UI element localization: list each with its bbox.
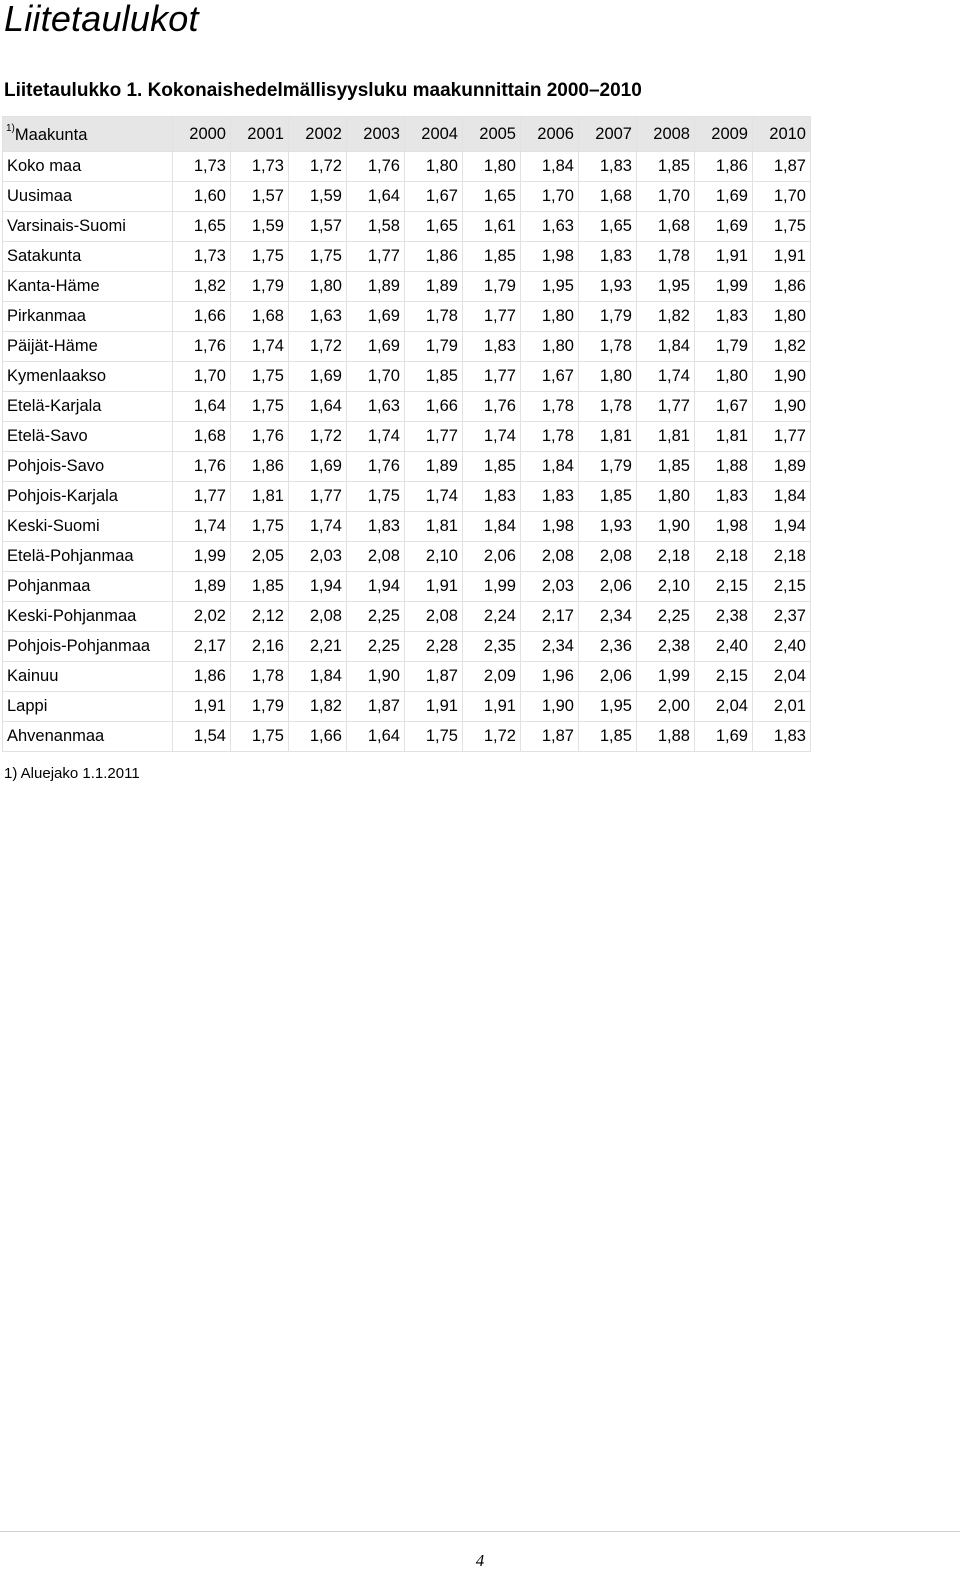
value-cell: 2,06 [463, 542, 521, 572]
value-cell: 1,76 [463, 392, 521, 422]
value-cell: 1,90 [753, 362, 811, 392]
value-cell: 1,89 [173, 572, 231, 602]
value-cell: 1,80 [289, 272, 347, 302]
value-cell: 2,34 [521, 632, 579, 662]
value-cell: 1,79 [231, 692, 289, 722]
value-cell: 2,10 [637, 572, 695, 602]
value-cell: 1,69 [695, 182, 753, 212]
value-cell: 2,36 [579, 632, 637, 662]
value-cell: 1,76 [347, 152, 405, 182]
value-cell: 1,91 [463, 692, 521, 722]
value-cell: 1,60 [173, 182, 231, 212]
value-cell: 1,67 [405, 182, 463, 212]
value-cell: 1,85 [579, 722, 637, 752]
value-cell: 1,70 [637, 182, 695, 212]
table-row [3, 302, 811, 332]
region-name-cell: Kanta-Häme [3, 272, 173, 302]
value-cell: 1,57 [289, 212, 347, 242]
value-cell: 2,40 [753, 632, 811, 662]
value-cell: 1,82 [289, 692, 347, 722]
value-cell: 1,82 [753, 332, 811, 362]
value-cell: 1,69 [289, 362, 347, 392]
value-cell: 1,98 [521, 242, 579, 272]
value-cell: 1,90 [637, 512, 695, 542]
year-header-2007: 2007 [579, 117, 637, 152]
value-cell: 1,80 [579, 362, 637, 392]
value-cell: 1,79 [405, 332, 463, 362]
value-cell: 2,08 [521, 542, 579, 572]
value-cell: 2,34 [579, 602, 637, 632]
value-cell: 1,82 [637, 302, 695, 332]
year-header-2004: 2004 [405, 117, 463, 152]
region-name-cell: Etelä-Pohjanmaa [3, 542, 173, 572]
value-cell: 1,87 [521, 722, 579, 752]
value-cell: 1,83 [463, 332, 521, 362]
value-cell: 1,73 [173, 152, 231, 182]
value-cell: 1,81 [695, 422, 753, 452]
value-cell: 1,89 [753, 452, 811, 482]
value-cell: 1,88 [637, 722, 695, 752]
region-name-cell: Ahvenanmaa [3, 722, 173, 752]
table-row [3, 332, 811, 362]
value-cell: 1,75 [405, 722, 463, 752]
value-cell: 1,90 [347, 662, 405, 692]
value-cell: 1,80 [753, 302, 811, 332]
value-cell: 1,77 [463, 302, 521, 332]
value-cell: 1,81 [637, 422, 695, 452]
value-cell: 1,98 [695, 512, 753, 542]
value-cell: 1,78 [579, 392, 637, 422]
value-cell: 1,74 [231, 332, 289, 362]
value-cell: 1,95 [637, 272, 695, 302]
value-cell: 2,06 [579, 662, 637, 692]
value-cell: 2,01 [753, 692, 811, 722]
value-cell: 2,08 [347, 542, 405, 572]
value-cell: 1,73 [173, 242, 231, 272]
value-cell: 1,65 [173, 212, 231, 242]
value-cell: 1,76 [173, 332, 231, 362]
value-cell: 1,65 [579, 212, 637, 242]
value-cell: 2,08 [289, 602, 347, 632]
value-cell: 1,99 [173, 542, 231, 572]
value-cell: 1,63 [289, 302, 347, 332]
value-cell: 1,78 [521, 392, 579, 422]
table-row [3, 422, 811, 452]
value-cell: 1,74 [405, 482, 463, 512]
table-row [3, 722, 811, 752]
region-name-cell: Päijät-Häme [3, 332, 173, 362]
value-cell: 1,75 [231, 512, 289, 542]
value-cell: 1,86 [231, 452, 289, 482]
value-cell: 1,72 [463, 722, 521, 752]
value-cell: 2,15 [695, 662, 753, 692]
value-cell: 1,63 [521, 212, 579, 242]
value-cell: 1,76 [173, 452, 231, 482]
table-row [3, 272, 811, 302]
region-name-cell: Keski-Suomi [3, 512, 173, 542]
value-cell: 2,25 [347, 602, 405, 632]
value-cell: 1,68 [579, 182, 637, 212]
table-row [3, 482, 811, 512]
value-cell: 1,86 [695, 152, 753, 182]
value-cell: 1,89 [405, 272, 463, 302]
table-row [3, 542, 811, 572]
value-cell: 2,15 [695, 572, 753, 602]
region-name-cell: Varsinais-Suomi [3, 212, 173, 242]
region-name-cell: Kymenlaakso [3, 362, 173, 392]
value-cell: 1,70 [347, 362, 405, 392]
value-cell: 1,91 [695, 242, 753, 272]
value-cell: 1,77 [753, 422, 811, 452]
value-cell: 1,96 [521, 662, 579, 692]
value-cell: 1,81 [231, 482, 289, 512]
value-cell: 1,93 [579, 272, 637, 302]
value-cell: 1,67 [521, 362, 579, 392]
value-cell: 1,78 [521, 422, 579, 452]
value-cell: 1,79 [579, 302, 637, 332]
value-cell: 1,86 [405, 242, 463, 272]
table-caption: Liitetaulukko 1. Kokonaishedelmällisyysluku maakunnittain 2000–2010 [4, 80, 642, 101]
value-cell: 1,68 [173, 422, 231, 452]
value-cell: 1,75 [231, 242, 289, 272]
value-cell: 1,85 [637, 152, 695, 182]
value-cell: 1,75 [231, 392, 289, 422]
year-header-2000: 2000 [173, 117, 231, 152]
year-header-2002: 2002 [289, 117, 347, 152]
year-header-2001: 2001 [231, 117, 289, 152]
value-cell: 1,85 [637, 452, 695, 482]
value-cell: 2,38 [637, 632, 695, 662]
region-name-cell: Pohjanmaa [3, 572, 173, 602]
value-cell: 1,99 [463, 572, 521, 602]
value-cell: 1,65 [405, 212, 463, 242]
value-cell: 2,25 [347, 632, 405, 662]
value-cell: 1,75 [753, 212, 811, 242]
value-cell: 2,15 [753, 572, 811, 602]
value-cell: 1,75 [231, 362, 289, 392]
value-cell: 1,99 [637, 662, 695, 692]
value-cell: 1,70 [753, 182, 811, 212]
value-cell: 1,74 [637, 362, 695, 392]
value-cell: 1,59 [289, 182, 347, 212]
table-row [3, 572, 811, 602]
value-cell: 1,78 [405, 302, 463, 332]
value-cell: 2,37 [753, 602, 811, 632]
value-cell: 1,84 [521, 452, 579, 482]
value-cell: 1,83 [463, 482, 521, 512]
value-cell: 1,73 [231, 152, 289, 182]
value-cell: 1,75 [231, 722, 289, 752]
value-cell: 2,02 [173, 602, 231, 632]
value-cell: 2,08 [579, 542, 637, 572]
value-cell: 2,00 [637, 692, 695, 722]
value-cell: 1,59 [231, 212, 289, 242]
value-cell: 2,17 [521, 602, 579, 632]
year-header-2006: 2006 [521, 117, 579, 152]
value-cell: 1,79 [579, 452, 637, 482]
value-cell: 1,68 [231, 302, 289, 332]
value-cell: 1,72 [289, 152, 347, 182]
value-cell: 1,64 [347, 722, 405, 752]
year-header-2005: 2005 [463, 117, 521, 152]
fertility-table [2, 116, 811, 752]
value-cell: 1,66 [173, 302, 231, 332]
value-cell: 1,81 [405, 512, 463, 542]
page-number: 4 [475, 1551, 485, 1570]
value-cell: 2,18 [695, 542, 753, 572]
value-cell: 1,83 [521, 482, 579, 512]
value-cell: 1,80 [405, 152, 463, 182]
table-row [3, 632, 811, 662]
value-cell: 1,67 [695, 392, 753, 422]
region-name-cell: Pohjois-Pohjanmaa [3, 632, 173, 662]
value-cell: 1,61 [463, 212, 521, 242]
table-row [3, 182, 811, 212]
value-cell: 1,99 [695, 272, 753, 302]
value-cell: 1,63 [347, 392, 405, 422]
region-name-cell: Satakunta [3, 242, 173, 272]
region-name-cell: Etelä-Savo [3, 422, 173, 452]
value-cell: 1,64 [173, 392, 231, 422]
region-name-cell: Pohjois-Karjala [3, 482, 173, 512]
table-row [3, 662, 811, 692]
value-cell: 1,77 [289, 482, 347, 512]
value-cell: 1,86 [173, 662, 231, 692]
value-cell: 2,25 [637, 602, 695, 632]
region-name-cell: Etelä-Karjala [3, 392, 173, 422]
region-name-cell: Uusimaa [3, 182, 173, 212]
table-body [3, 152, 811, 752]
value-cell: 1,87 [405, 662, 463, 692]
region-header-label: Maakunta [14, 126, 88, 144]
value-cell: 1,85 [463, 452, 521, 482]
region-name-cell: Pohjois-Savo [3, 452, 173, 482]
value-cell: 1,74 [347, 422, 405, 452]
value-cell: 1,83 [695, 482, 753, 512]
year-header-2009: 2009 [695, 117, 753, 152]
value-cell: 1,81 [579, 422, 637, 452]
table-row [3, 602, 811, 632]
value-cell: 2,17 [173, 632, 231, 662]
value-cell: 1,68 [637, 212, 695, 242]
value-cell: 1,57 [231, 182, 289, 212]
value-cell: 2,40 [695, 632, 753, 662]
region-header-footnote-mark: 1) [6, 123, 15, 134]
value-cell: 1,95 [579, 692, 637, 722]
value-cell: 1,64 [289, 392, 347, 422]
value-cell: 1,94 [347, 572, 405, 602]
value-cell: 1,74 [463, 422, 521, 452]
value-cell: 1,69 [347, 332, 405, 362]
page-heading: Liitetaulukot [4, 0, 199, 39]
value-cell: 2,03 [521, 572, 579, 602]
value-cell: 2,28 [405, 632, 463, 662]
value-cell: 1,79 [463, 272, 521, 302]
value-cell: 2,10 [405, 542, 463, 572]
value-cell: 1,91 [753, 242, 811, 272]
value-cell: 1,76 [231, 422, 289, 452]
value-cell: 2,12 [231, 602, 289, 632]
value-cell: 2,18 [637, 542, 695, 572]
table-row [3, 242, 811, 272]
value-cell: 1,69 [695, 212, 753, 242]
value-cell: 1,83 [753, 722, 811, 752]
value-cell: 1,78 [231, 662, 289, 692]
value-cell: 2,08 [405, 602, 463, 632]
value-cell: 1,69 [695, 722, 753, 752]
value-cell: 1,77 [173, 482, 231, 512]
value-cell: 1,70 [521, 182, 579, 212]
value-cell: 1,76 [347, 452, 405, 482]
value-cell: 1,77 [405, 422, 463, 452]
value-cell: 1,65 [463, 182, 521, 212]
value-cell: 1,79 [695, 332, 753, 362]
value-cell: 1,94 [289, 572, 347, 602]
value-cell: 1,78 [637, 242, 695, 272]
table-row [3, 392, 811, 422]
value-cell: 1,69 [347, 302, 405, 332]
page-bottom-rule [0, 1531, 960, 1532]
value-cell: 1,98 [521, 512, 579, 542]
region-name-cell: Pirkanmaa [3, 302, 173, 332]
year-header-2010: 2010 [753, 117, 811, 152]
region-name-cell: Keski-Pohjanmaa [3, 602, 173, 632]
value-cell: 1,78 [579, 332, 637, 362]
value-cell: 1,86 [753, 272, 811, 302]
table-row [3, 512, 811, 542]
value-cell: 1,72 [289, 332, 347, 362]
region-name-cell: Koko maa [3, 152, 173, 182]
value-cell: 1,87 [753, 152, 811, 182]
value-cell: 1,77 [637, 392, 695, 422]
value-cell: 1,58 [347, 212, 405, 242]
value-cell: 1,77 [463, 362, 521, 392]
value-cell: 1,85 [579, 482, 637, 512]
region-name-cell: Lappi [3, 692, 173, 722]
value-cell: 1,80 [695, 362, 753, 392]
value-cell: 1,54 [173, 722, 231, 752]
value-cell: 1,80 [521, 302, 579, 332]
value-cell: 1,72 [289, 422, 347, 452]
footnote: 1) Aluejako 1.1.2011 [4, 765, 140, 782]
table-row [3, 212, 811, 242]
value-cell: 2,18 [753, 542, 811, 572]
value-cell: 1,83 [579, 242, 637, 272]
value-cell: 1,85 [463, 242, 521, 272]
value-cell: 1,87 [347, 692, 405, 722]
value-cell: 1,91 [405, 692, 463, 722]
table-header-row [3, 117, 811, 152]
value-cell: 1,83 [579, 152, 637, 182]
value-cell: 2,04 [753, 662, 811, 692]
value-cell: 1,83 [695, 302, 753, 332]
year-header-2008: 2008 [637, 117, 695, 152]
value-cell: 1,84 [753, 482, 811, 512]
value-cell: 1,66 [405, 392, 463, 422]
value-cell: 1,83 [347, 512, 405, 542]
region-name-cell: Kainuu [3, 662, 173, 692]
table-row [3, 362, 811, 392]
table-row [3, 152, 811, 182]
value-cell: 1,74 [289, 512, 347, 542]
table-row [3, 692, 811, 722]
value-cell: 1,80 [463, 152, 521, 182]
year-header-2003: 2003 [347, 117, 405, 152]
value-cell: 1,91 [173, 692, 231, 722]
value-cell: 2,21 [289, 632, 347, 662]
value-cell: 1,88 [695, 452, 753, 482]
value-cell: 1,64 [347, 182, 405, 212]
value-cell: 1,93 [579, 512, 637, 542]
value-cell: 1,90 [753, 392, 811, 422]
value-cell: 2,06 [579, 572, 637, 602]
value-cell: 1,77 [347, 242, 405, 272]
value-cell: 1,95 [521, 272, 579, 302]
value-cell: 2,03 [289, 542, 347, 572]
value-cell: 1,84 [637, 332, 695, 362]
region-column-header [3, 117, 173, 152]
value-cell: 2,24 [463, 602, 521, 632]
value-cell: 1,74 [173, 512, 231, 542]
value-cell: 1,94 [753, 512, 811, 542]
value-cell: 1,79 [231, 272, 289, 302]
value-cell: 2,05 [231, 542, 289, 572]
value-cell: 1,82 [173, 272, 231, 302]
value-cell: 1,85 [405, 362, 463, 392]
value-cell: 1,91 [405, 572, 463, 602]
value-cell: 1,75 [347, 482, 405, 512]
value-cell: 1,90 [521, 692, 579, 722]
value-cell: 1,89 [405, 452, 463, 482]
value-cell: 1,85 [231, 572, 289, 602]
value-cell: 2,04 [695, 692, 753, 722]
value-cell: 1,66 [289, 722, 347, 752]
value-cell: 1,89 [347, 272, 405, 302]
value-cell: 1,69 [289, 452, 347, 482]
value-cell: 1,80 [637, 482, 695, 512]
value-cell: 2,38 [695, 602, 753, 632]
value-cell: 1,70 [173, 362, 231, 392]
value-cell: 1,84 [521, 152, 579, 182]
value-cell: 2,16 [231, 632, 289, 662]
value-cell: 2,35 [463, 632, 521, 662]
value-cell: 2,09 [463, 662, 521, 692]
value-cell: 1,84 [289, 662, 347, 692]
value-cell: 1,80 [521, 332, 579, 362]
value-cell: 1,84 [463, 512, 521, 542]
table-row [3, 452, 811, 482]
value-cell: 1,75 [289, 242, 347, 272]
